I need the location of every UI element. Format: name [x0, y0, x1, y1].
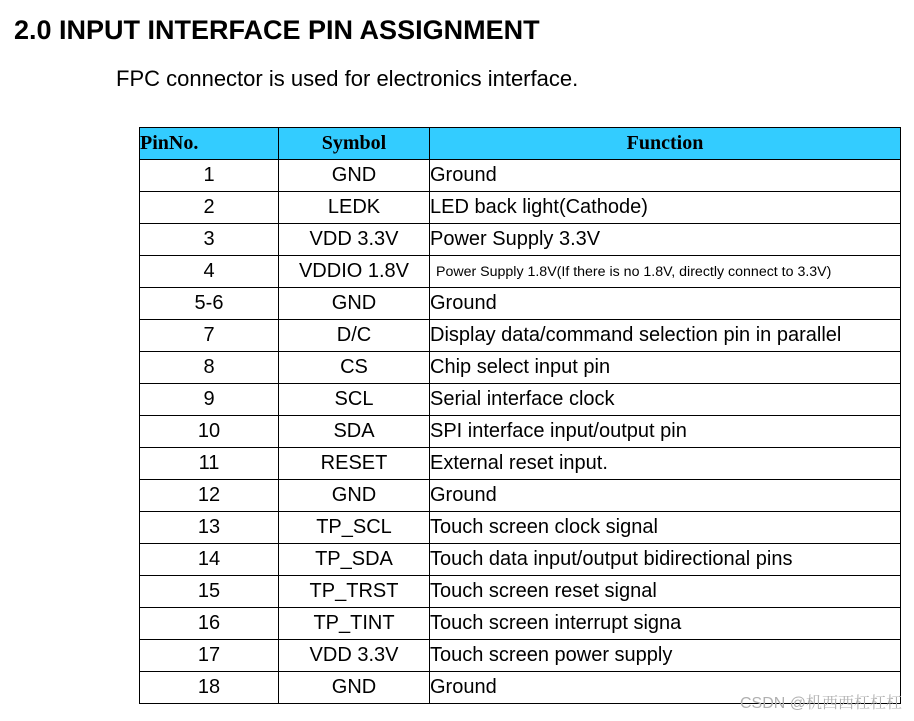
function-cell: Touch screen power supply [430, 640, 901, 672]
symbol-cell: TP_SDA [279, 544, 430, 576]
symbol-cell: GND [279, 288, 430, 320]
table-body [140, 160, 901, 704]
header-function: Function [430, 128, 901, 160]
pin-assignment-table [139, 127, 901, 704]
symbol-cell: SCL [279, 384, 430, 416]
table-row [140, 320, 901, 352]
pin-cell: 14 [140, 544, 279, 576]
function-cell: Power Supply 1.8V(If there is no 1.8V, directly connect to 3.3V) [430, 256, 901, 288]
function-cell: Touch screen clock signal [430, 512, 901, 544]
watermark: CSDN @机西西杠杠杠 [739, 695, 902, 712]
function-cell: Power Supply 3.3V [430, 224, 901, 256]
pin-cell: 18 [140, 672, 279, 704]
section-title: 2.0 INPUT INTERFACE PIN ASSIGNMENT [14, 15, 540, 45]
symbol-cell: GND [279, 672, 430, 704]
function-cell: Ground [430, 672, 901, 704]
table-row [140, 256, 901, 288]
pin-cell: 17 [140, 640, 279, 672]
function-cell: Ground [430, 160, 901, 192]
table-row [140, 480, 901, 512]
header-pin: PinNo. [140, 128, 279, 160]
pin-cell: 7 [140, 320, 279, 352]
pin-cell: 8 [140, 352, 279, 384]
table-row [140, 416, 901, 448]
table-row [140, 288, 901, 320]
function-cell: Touch data input/output bidirectional pins [430, 544, 901, 576]
symbol-cell: VDDIO 1.8V [279, 256, 430, 288]
pin-cell: 10 [140, 416, 279, 448]
function-cell: Chip select input pin [430, 352, 901, 384]
symbol-cell: VDD 3.3V [279, 224, 430, 256]
symbol-cell: RESET [279, 448, 430, 480]
symbol-cell: TP_SCL [279, 512, 430, 544]
pin-cell: 16 [140, 608, 279, 640]
table-row [140, 512, 901, 544]
symbol-cell: VDD 3.3V [279, 640, 430, 672]
function-cell: SPI interface input/output pin [430, 416, 901, 448]
pin-cell: 1 [140, 160, 279, 192]
pin-cell: 15 [140, 576, 279, 608]
table-row [140, 160, 901, 192]
symbol-cell: D/C [279, 320, 430, 352]
table-header-row [140, 128, 901, 160]
table-row [140, 224, 901, 256]
header-symbol: Symbol [279, 128, 430, 160]
pin-cell: 11 [140, 448, 279, 480]
function-cell: Touch screen reset signal [430, 576, 901, 608]
pin-cell: 13 [140, 512, 279, 544]
pin-cell: 2 [140, 192, 279, 224]
symbol-cell: TP_TRST [279, 576, 430, 608]
table-row [140, 608, 901, 640]
pin-cell: 5-6 [140, 288, 279, 320]
table-row [140, 192, 901, 224]
intro-text: FPC connector is used for electronics interface. [116, 66, 579, 91]
pin-cell: 9 [140, 384, 279, 416]
symbol-cell: SDA [279, 416, 430, 448]
function-cell: Display data/command selection pin in parallel [430, 320, 901, 352]
symbol-cell: LEDK [279, 192, 430, 224]
function-cell: Serial interface clock [430, 384, 901, 416]
function-cell: Ground [430, 288, 901, 320]
function-cell: Touch screen interrupt signa [430, 608, 901, 640]
symbol-cell: CS [279, 352, 430, 384]
function-cell: LED back light(Cathode) [430, 192, 901, 224]
table-row [140, 384, 901, 416]
table-row [140, 448, 901, 480]
table-row [140, 640, 901, 672]
symbol-cell: TP_TINT [279, 608, 430, 640]
pin-cell: 4 [140, 256, 279, 288]
pin-cell: 3 [140, 224, 279, 256]
function-cell: Ground [430, 480, 901, 512]
symbol-cell: GND [279, 480, 430, 512]
function-cell: External reset input. [430, 448, 901, 480]
table-row [140, 544, 901, 576]
symbol-cell: GND [279, 160, 430, 192]
pin-cell: 12 [140, 480, 279, 512]
table-row [140, 352, 901, 384]
table-row [140, 576, 901, 608]
